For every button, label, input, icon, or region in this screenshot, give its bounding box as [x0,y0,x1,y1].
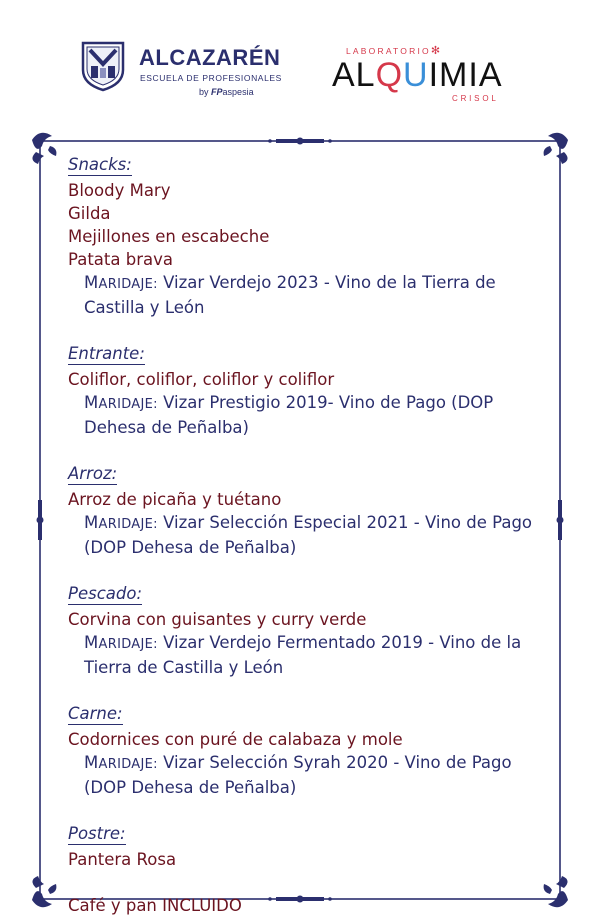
dish-item: Bloody Mary [68,181,171,200]
wine-pairing [68,391,548,439]
tasting-menu [68,153,548,917]
section-title: Pescado: [68,584,143,603]
pairing-line: Vizar Selección Especial 2021 - Vino de Pago [163,513,533,532]
corner-bottom-left-icon [32,876,56,907]
pairing-label: MARIDAJE: [84,513,158,532]
by-prefix: by [199,87,209,97]
section-postre [68,822,548,871]
section-title: Postre: [68,824,126,843]
wine-pairing [68,631,548,679]
dish-item: Corvina con guisantes y curry verde [68,610,367,629]
pairing-line: Castilla y León [84,298,205,317]
section-title: Arroz: [68,464,118,483]
pairing-label: MARIDAJE: [84,753,158,772]
section-carne [68,702,548,799]
wine-pairing [68,511,548,559]
section-snacks [68,153,548,319]
dish-item: Mejillones en escabeche [68,227,270,246]
top-ornament-icon [268,138,332,145]
pairing-label: MARIDAJE: [84,393,158,412]
pairing-line: Tierra de Castilla y León [84,658,284,677]
wine-pairing [68,271,548,319]
brand-by-line [199,87,254,97]
shield-crest-icon [80,40,126,92]
dish-item: Gilda [68,204,111,223]
dish-item: Arroz de picaña y tuétano [68,490,282,509]
pairing-line: Dehesa de Peñalba) [84,418,249,437]
section-pescado [68,582,548,679]
alquimia-logo [330,40,520,106]
dish-item: Patata brava [68,250,173,269]
fp-mark: FP [211,87,223,97]
corner-top-left-icon [32,133,56,164]
left-ornament-icon [37,500,44,540]
dish-item: Coliflor, coliflor, coliflor y coliflor [68,370,335,389]
wordmark-part-imia: IMIA [428,56,503,94]
section-title: Snacks: [68,155,132,174]
dish-item: Codornices con puré de calabaza y mole [68,730,403,749]
footer-note: Café y pan INCLUIDO [68,896,242,915]
brand-subtitle: ESCUELA DE PROFESIONALES [140,73,282,83]
pairing-line: Vizar Selección Syrah 2020 - Vino de Pago [163,753,512,772]
brand-title: ALCAZARÉN [139,45,281,70]
pairing-label: MARIDAJE: [84,633,158,652]
wordmark-part-q: Q [375,56,404,94]
alcazaren-logo [80,40,280,102]
section-arroz [68,462,548,559]
pairing-line: (DOP Dehesa de Peñalba) [84,538,297,557]
asterisk-icon: ✻ [430,45,443,57]
pairing-line: Vizar Verdejo 2023 - Vino de la Tierra de [163,273,496,292]
section-entrante [68,342,548,439]
wordmark-part-u: U [403,56,429,94]
alquimia-wordmark [332,56,503,95]
pairing-label: MARIDAJE: [84,273,158,292]
pairing-line: Vizar Verdejo Fermentado 2019 - Vino de la [163,633,522,652]
dish-item: Pantera Rosa [68,850,177,869]
wordmark-part-al: AL [332,56,376,94]
aspesia-text: aspesia [222,87,254,97]
laboratorio-label: LABORATORIO [346,46,431,56]
pairing-line: Vizar Prestigio 2019- Vino de Pago (DOP [163,393,494,412]
section-title: Carne: [68,704,123,723]
wine-pairing [68,751,548,799]
right-ornament-icon [557,500,564,540]
pairing-line: (DOP Dehesa de Peñalba) [84,778,297,797]
section-title: Entrante: [68,344,145,363]
crisol-text: CRISOL [452,94,499,103]
